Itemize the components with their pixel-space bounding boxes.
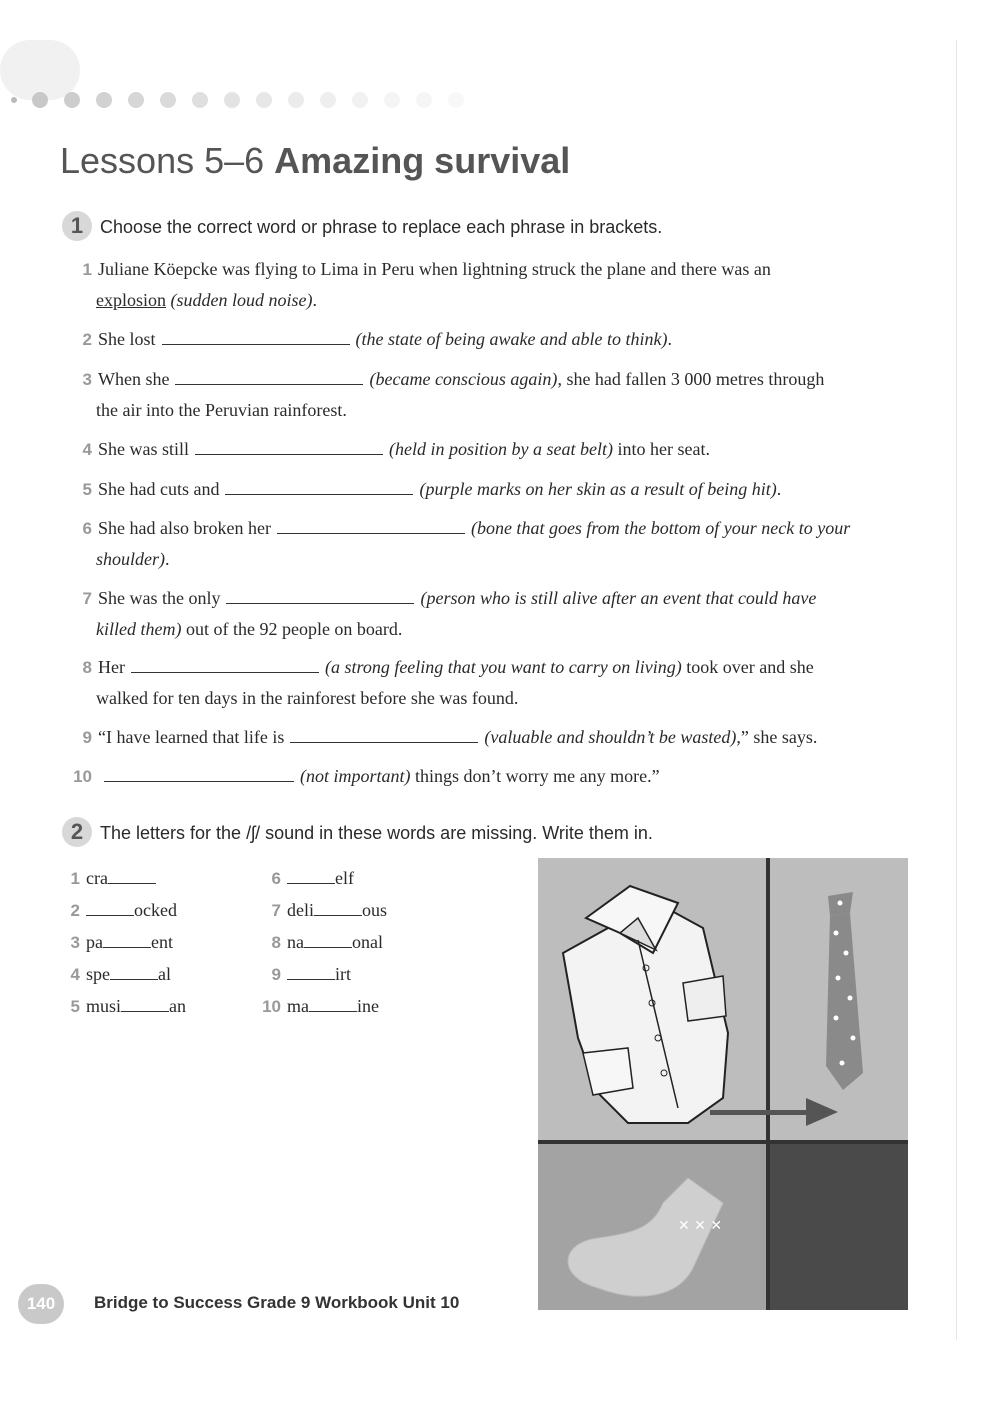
word-item: 4 spe al [70,964,171,984]
word-item: 8 na onal [271,932,383,952]
exercise-item: 7 She was the only (person who is still alive after an event that could have killed them) out of the 92 people on board. [82,588,817,639]
title-lessons: Lessons 5–6 [60,140,265,181]
answer-blank[interactable] [290,741,478,743]
answer-blank[interactable] [195,453,383,455]
words-right-column [255,868,387,1028]
clothing-illustration [538,858,908,1310]
section-2-instruction: The letters for the /ʃ/ sound in these words are missing. Write them in. [100,823,653,843]
page-title [60,140,570,182]
exercise-item: 8 Her (a strong feeling that you want to carry on living) took over and she walked for ten days in the rainforest before she was found. [82,657,814,708]
section-2-number: 2 [62,819,96,844]
footer-text: Bridge to Success Grade 9 Workbook Unit 10 [94,1293,460,1312]
letter-blank[interactable] [110,978,158,980]
word-item: 1 cra [60,868,186,900]
section-1-heading [62,211,662,241]
page-edge-line [956,40,957,1340]
word-item: 6 elf [271,868,354,888]
word-item: 3 pa ent [70,932,173,952]
answer-blank[interactable] [277,532,465,534]
exercise-item: 9 “I have learned that life is (valuable and shouldn’t be wasted),” she says. [82,727,818,747]
words-left-column [60,868,186,1028]
word-item: 2 ocked [70,900,177,920]
exercise-item: 1 Juliane Köepcke was flying to Lima in Peru when lightning struck the plane and there was an explosion (sudden loud noise). [82,259,771,310]
letter-blank[interactable] [103,946,151,948]
title-topic: Amazing survival [274,140,571,181]
answer-blank[interactable] [226,602,414,604]
word-item: 9 irt [271,964,351,984]
letter-blank[interactable] [287,978,335,980]
exercise-item: 2 She lost (the state of being awake and able to think). [82,329,672,349]
exercise-item: 3 When she (became conscious again), she had fallen 3 000 metres through the air into the Peruvian rainforest. [82,369,825,420]
decorative-dots [8,88,468,112]
sock-cross-marks: ✕ ✕ ✕ [678,1218,723,1234]
answer-blank[interactable] [104,780,294,782]
exercise-item: 4 She was still (held in position by a seat belt) into her seat. [82,439,710,459]
answer-blank[interactable] [131,671,319,673]
exercise-item: 6 She had also broken her (bone that goes from the bottom of your neck to your shoulder). [82,518,851,569]
example-answer: explosion [96,290,166,310]
letter-blank[interactable] [86,914,134,916]
page-number: 140 [18,1284,64,1324]
word-item: 10 ma ine [262,996,379,1016]
exercise-item: 10 (not important) things don’t worry me any more.” [73,766,660,786]
letter-blank[interactable] [287,882,335,884]
letter-blank[interactable] [121,1010,169,1012]
word-item: 5 musi an [70,996,187,1016]
letter-blank[interactable] [309,1010,357,1012]
section-2-heading [62,817,653,847]
section-1-number: 1 [62,213,96,238]
letter-blank[interactable] [314,914,362,916]
letter-blank[interactable] [108,882,156,884]
answer-blank[interactable] [162,343,350,345]
letter-blank[interactable] [304,946,352,948]
word-item: 7 deli ous [271,900,388,920]
answer-blank[interactable] [225,493,413,495]
answer-blank[interactable] [175,383,363,385]
exercise-item: 5 She had cuts and (purple marks on her skin as a result of being hit). [82,479,782,499]
section-1-instruction: Choose the correct word or phrase to replace each phrase in brackets. [100,217,663,237]
